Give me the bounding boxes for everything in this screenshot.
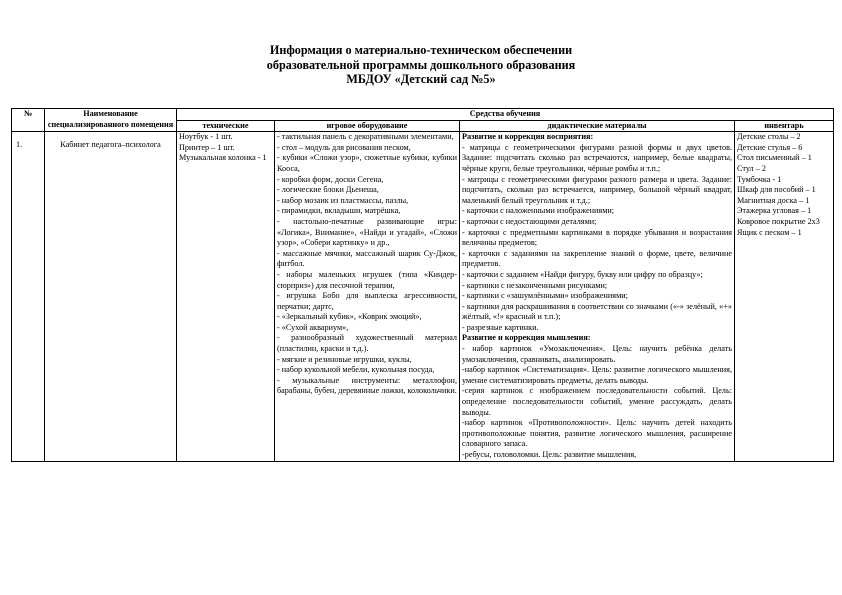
didactic-item: - карточки с предметными картинками в порядке убывания и возрастания величины предметов; <box>462 227 732 248</box>
inventory-item: Стол письменный – 1 <box>737 153 812 163</box>
didactic-item: - матрицы с геометрическими фигурами разной формы и двух цветов. Задание: подсчитать сколько раз встречаются, например, белые квадраты, чёрные круги, белые треугольники, чёрные ромбы и т.п.; <box>462 142 732 173</box>
header-number: № <box>12 109 45 132</box>
document-title <box>0 43 842 87</box>
room-name: Кабинет педагога–психолога <box>45 132 177 461</box>
game-item: - тактильная панель с декоративными элементами, <box>277 132 454 142</box>
didactic-item: - картинки с «зашумлёнными» изображениями; <box>462 291 628 301</box>
inventory-item: Ковровое покрытие 2х3 <box>737 216 820 226</box>
game-item: - настольно-печатные развивающие игры: «Логика», Внимание», «Найди и угадай», «Сложи узор», «Собери картинку» и др., <box>277 216 457 248</box>
game-equipment-cell <box>275 132 460 461</box>
game-item: - пирамидки, вкладыши, матрёшка, <box>277 206 401 216</box>
didactic-item: - карточки с наложенными изображениями; <box>462 206 615 216</box>
didactic-item: - разрезные картинки. <box>462 322 539 332</box>
technical-item: Ноутбук - 1 шт. <box>179 132 233 142</box>
inventory-item: Ящик с песком – 1 <box>737 227 802 237</box>
inventory-item: Детские стулья – 6 <box>737 142 803 152</box>
game-item: - «Сухой аквариум», <box>277 322 349 332</box>
game-item: - набор кукольной мебели, кукольная посуда, <box>277 365 435 375</box>
inventory-cell <box>735 132 834 461</box>
inventory-item: Тумбочка - 1 <box>737 174 782 184</box>
didactic-item: - карточки с заданиями на закрепление знаний о форме, цвете, величине предметов. <box>462 248 732 269</box>
didactic-item: - карточки с заданием «Найди фигуру, букву или цифру по образцу»; <box>462 269 703 279</box>
inventory-item: Магнитная доска – 1 <box>737 195 810 205</box>
header-row-1 <box>12 109 834 121</box>
header-technical: технические <box>177 120 275 132</box>
didactic-item: - картинки с незаконченными рисунками; <box>462 280 608 290</box>
inventory-item: Стул – 2 <box>737 163 766 173</box>
didactic-item: -набор картинок «Систематизация». Цель: развитие логического мышления, умение систематизировать предметы, делать выводы. <box>462 365 732 385</box>
didactic-item: -набор картинок «Противоположности». Цель: научить детей находить противоположные понятия, развитие логического мышления, расширение словарного запаса. <box>462 418 732 449</box>
game-item: - массажные мячики, массажный шарик Су-Джок, фитбол. <box>277 248 457 269</box>
header-game-equipment: игровое оборудование <box>275 120 460 132</box>
didactic-item: - карточки с недостающими деталями; <box>462 216 597 226</box>
header-didactic: дидактические материалы <box>460 120 735 132</box>
didactic-item: -ребусы, головоломки. Цель: развитие мышления, <box>462 450 637 459</box>
title-line-3: МБДОУ «Детский сад №5» <box>346 72 496 86</box>
didactic-item: - матрицы с геометрическими фигурами разного размера и цвета. Задание: подсчитать, сколько раз встречается, например, большой чёрный квадрат, маленький белый треугольник и т.д.; <box>462 174 732 205</box>
table-row <box>12 132 834 461</box>
header-room-name: Наименование специализированного помещения <box>45 109 177 132</box>
game-item: - стол – модуль для рисования песком, <box>277 142 411 152</box>
section-heading: Развитие и коррекция восприятия: <box>462 132 594 142</box>
technical-item: Принтер – 1 шт. <box>179 142 235 152</box>
inventory-item: Детские столы – 2 <box>737 132 801 142</box>
equipment-table <box>11 108 834 462</box>
header-means: Средства обучения <box>177 109 834 121</box>
section-heading: Развитие и коррекция мышления: <box>462 333 591 343</box>
game-item: - разнообразный художественный материал (пластилин, краски и т.д.). <box>277 333 457 354</box>
title-line-2: образовательной программы дошкольного образования <box>266 57 576 72</box>
game-item: - музыкальные инструменты: металлофон, барабаны, бубен, деревянные ложки, колокольчики. <box>277 375 457 396</box>
inventory-item: Шкаф для пособий – 1 <box>737 185 816 195</box>
game-item: - мягкие и резиновые игрушки, куклы, <box>277 354 412 364</box>
header-inventory: инвентарь <box>735 120 834 132</box>
game-item: - игрушка Бобо для выплеска агрессивности, перчатки; дартс, <box>277 291 457 311</box>
row-number: 1. <box>12 132 45 461</box>
technical-cell <box>177 132 275 461</box>
game-item: - набор мозаик из пластмассы, пазлы, <box>277 195 409 205</box>
game-item: - логические блоки Дьенеша, <box>277 185 379 195</box>
inventory-item: Этажерка угловая – 1 <box>737 206 812 216</box>
technical-item: Музыкальная колонка - 1 <box>179 153 267 163</box>
didactic-cell <box>460 132 735 461</box>
didactic-item: - картинки для раскрашивания в соответствии со значками («-» зелёный, «+» жёлтый, «!» красный и т.п.); <box>462 301 732 322</box>
game-item: - кубики «Сложи узор», сюжетные кубики, кубики Кооса, <box>277 153 457 173</box>
game-item: - «Зеркальный кубик», «Коврик эмоций», <box>277 312 422 322</box>
didactic-item: - набор картинок «Умозаключения». Цель: научить ребёнка делать умозаключения, сравнивать, анализировать. <box>462 344 732 364</box>
game-item: - наборы маленьких игрушек (типа «Киндер-сюрприз») для песочной терапии, <box>277 269 457 290</box>
game-item: - коробки форм, доски Сегена, <box>277 174 384 184</box>
title-line-1: Информация о материально-техническом обеспечении <box>269 43 573 57</box>
didactic-item: -серия картинок с изображением последовательности событий. Цель: определение последовательности событий, умение рассуждать, делать выводы. <box>462 386 732 417</box>
